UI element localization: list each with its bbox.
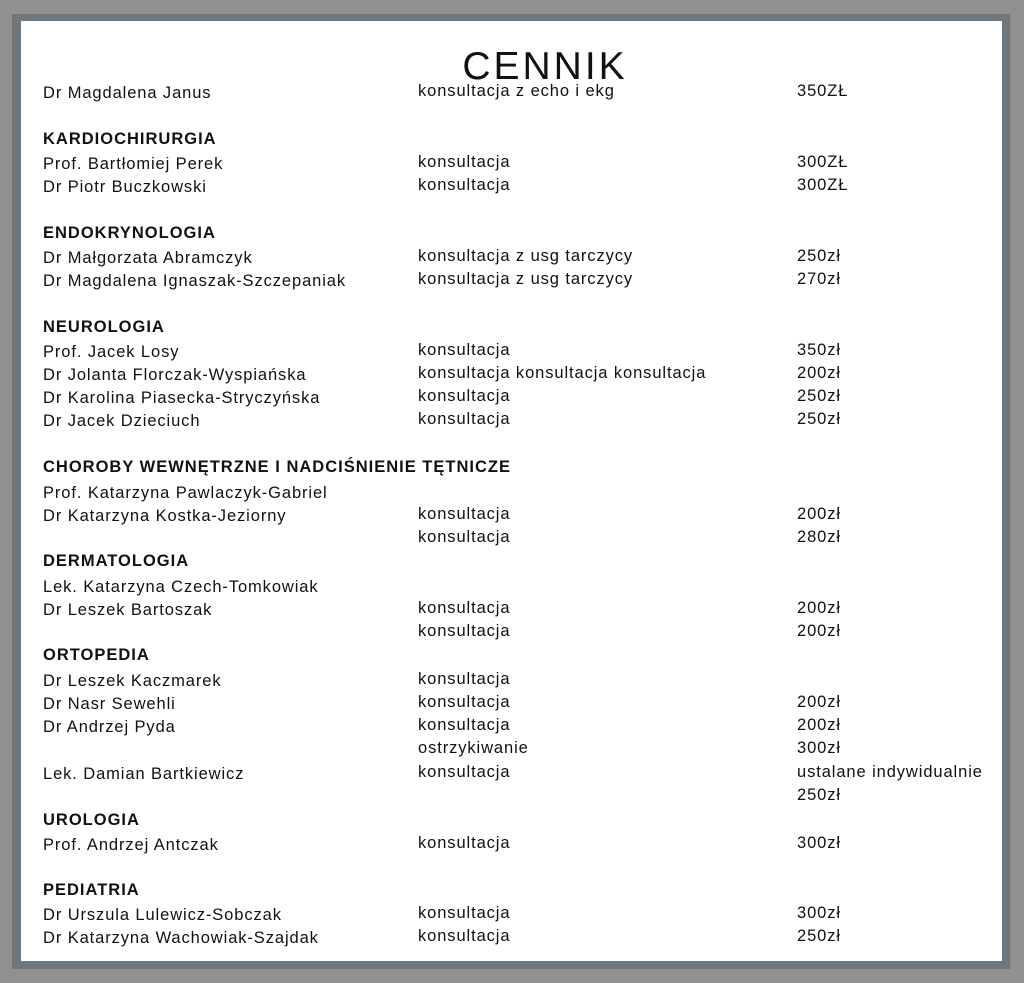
price-row [21, 691, 1002, 714]
doctor-name: Prof. Bartłomiej Perek [43, 155, 224, 173]
service-name: konsultacja [418, 716, 511, 734]
price-value: 200zł [797, 693, 841, 711]
doctor-name: Prof. Katarzyna Pawlaczyk-Gabriel [43, 484, 328, 502]
service-name: konsultacja [418, 176, 511, 194]
service-name: konsultacja [418, 622, 511, 640]
price-value: 280zł [797, 528, 841, 546]
price-row [21, 526, 1002, 549]
price-row [21, 620, 1002, 643]
doctor-name: Lek. Katarzyna Czech-Tomkowiak [43, 578, 319, 596]
price-value: 250zł [797, 247, 841, 265]
price-value: 250zł [797, 927, 841, 945]
price-row [21, 385, 1002, 408]
doctor-name: Dr Karolina Piasecka-Stryczyńska [43, 389, 321, 407]
price-value: 200zł [797, 622, 841, 640]
service-name: konsultacja [418, 505, 511, 523]
section-heading: CHOROBY WEWNĘTRZNE I NADCIŚNIENIE TĘTNICZE [43, 458, 511, 476]
price-row [21, 503, 1002, 526]
doctor-name: Dr Magdalena Ignaszak-Szczepaniak [43, 272, 347, 290]
price-row [21, 902, 1002, 925]
price-row [21, 784, 1002, 807]
price-row [21, 174, 1002, 197]
service-name: konsultacja konsultacja konsultacja [418, 364, 707, 382]
service-name: konsultacja z usg tarczycy [418, 247, 634, 265]
section-heading: DERMATOLOGIA [43, 552, 190, 570]
doctor-name: Dr Katarzyna Kostka-Jeziorny [43, 507, 287, 525]
price-row [21, 714, 1002, 737]
service-name: konsultacja [418, 904, 511, 922]
doctor-name: Dr Magdalena Janus [43, 84, 212, 102]
page-title: CENNIK [462, 45, 628, 88]
service-name: konsultacja [418, 599, 511, 617]
service-name: konsultacja [418, 763, 511, 781]
service-name: ostrzykiwanie [418, 739, 529, 757]
service-name: konsultacja [418, 927, 511, 945]
price-row [21, 151, 1002, 174]
service-name: konsultacja z echo i ekg [418, 82, 615, 100]
doctor-name: Lek. Damian Bartkiewicz [43, 765, 245, 783]
price-row [21, 339, 1002, 362]
price-value: 250zł [797, 410, 841, 428]
price-value: 350zł [797, 341, 841, 359]
service-name: konsultacja [418, 834, 511, 852]
doctor-name: Prof. Andrzej Antczak [43, 836, 219, 854]
doctor-name: Dr Leszek Kaczmarek [43, 672, 222, 690]
price-row [21, 362, 1002, 385]
price-row [21, 597, 1002, 620]
price-row [21, 80, 1002, 103]
section-heading: PEDIATRIA [43, 881, 140, 899]
price-value: 270zł [797, 270, 841, 288]
price-row [21, 737, 1002, 760]
price-value: 200zł [797, 505, 841, 523]
price-row [21, 268, 1002, 291]
doctor-name: Prof. Jacek Losy [43, 343, 180, 361]
price-value: 300zł [797, 739, 841, 757]
price-value: 300ZŁ [797, 153, 849, 171]
section-heading: KARDIOCHIRURGIA [43, 130, 217, 148]
doctor-name: Dr Małgorzata Abramczyk [43, 249, 253, 267]
price-value: 300ZŁ [797, 176, 849, 194]
doctor-name: Dr Jacek Dzieciuch [43, 412, 201, 430]
price-value: ustalane indywidualnie [797, 763, 983, 781]
service-name: konsultacja [418, 410, 511, 428]
price-row [21, 245, 1002, 268]
price-value: 200zł [797, 716, 841, 734]
service-name: konsultacja [418, 528, 511, 546]
price-value: 200zł [797, 364, 841, 382]
price-row [21, 574, 1002, 597]
doctor-name: Dr Katarzyna Wachowiak-Szajdak [43, 929, 319, 947]
section-heading: ORTOPEDIA [43, 646, 150, 664]
doctor-name: Dr Piotr Buczkowski [43, 178, 207, 196]
price-value: 200zł [797, 599, 841, 617]
service-name: konsultacja [418, 341, 511, 359]
section-heading: NEUROLOGIA [43, 318, 165, 336]
price-row [21, 832, 1002, 855]
price-value: 300zł [797, 834, 841, 852]
price-value: 300zł [797, 904, 841, 922]
service-name: konsultacja [418, 670, 511, 688]
price-row [21, 480, 1002, 503]
service-name: konsultacja [418, 153, 511, 171]
price-row [21, 668, 1002, 691]
section-heading: ENDOKRYNOLOGIA [43, 224, 216, 242]
doctor-name: Dr Andrzej Pyda [43, 718, 176, 736]
price-list-page [21, 21, 1002, 961]
doctor-name: Dr Urszula Lulewicz-Sobczak [43, 906, 282, 924]
price-row [21, 925, 1002, 948]
price-value: 350ZŁ [797, 82, 849, 100]
doctor-name: Dr Leszek Bartoszak [43, 601, 213, 619]
price-value: 250zł [797, 387, 841, 405]
doctor-name: Dr Jolanta Florczak-Wyspiańska [43, 366, 307, 384]
service-name: konsultacja z usg tarczycy [418, 270, 634, 288]
section-heading: UROLOGIA [43, 811, 140, 829]
doctor-name: Dr Nasr Sewehli [43, 695, 176, 713]
price-value: 250zł [797, 786, 841, 804]
price-row [21, 408, 1002, 431]
price-row [21, 761, 1002, 784]
service-name: konsultacja [418, 693, 511, 711]
service-name: konsultacja [418, 387, 511, 405]
